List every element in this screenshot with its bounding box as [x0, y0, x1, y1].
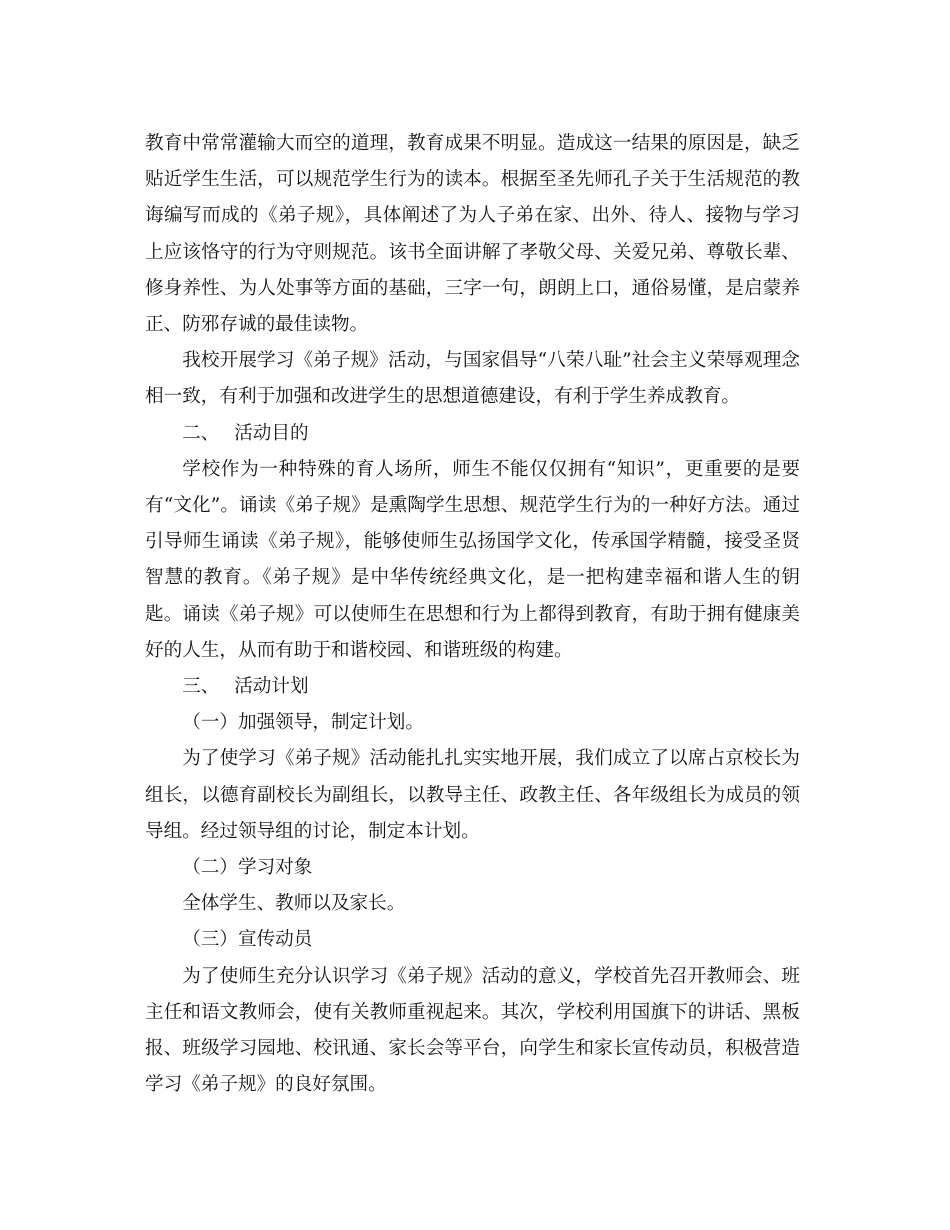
subheading-mobilization: （三）宣传动员: [182, 929, 313, 951]
subheading-audience: （二）学习对象: [182, 857, 313, 879]
paragraph-goals: 学校作为一种特殊的育人场所，师生不能仅仅拥有“知识”，更重要的是要有“文化”。诵读《弟子规》是熏陶学生思想、规范学生行为的一种好方法。通过引导师生诵读《弟子规》，能够使师生弘扬国学文化，传承国学精髓，接受圣贤智慧的教育。《弟子规》是中华传统经典文化，是一把构建幸福和谐人生的钥匙。诵读《弟子规》可以使师生在思想和行为上都得到教育，有助于拥有健康美好的人生，从而有助于和谐校园、和谐班级的构建。: [145, 458, 800, 661]
subheading-leadership: （一）加强领导，制定计划。: [182, 712, 424, 734]
document-body: [145, 126, 800, 1103]
section-number: 三、: [182, 676, 220, 698]
paragraph-audience: 全体学生、教师以及家长。: [182, 893, 406, 915]
section-title: 活动计划: [234, 676, 309, 698]
paragraph-intro-problem: 教育中常常灌输大而空的道理，教育成果不明显。造成这一结果的原因是，缺乏贴近学生生活，可以规范学生行为的读本。根据至圣先师孔子关于生活规范的教诲编写而成的《弟子规》，具体阐述了为人子弟在家、出外、待人、接物与学习上应该恪守的行为守则规范。该书全面讲解了孝敬父母、关爱兄弟、尊敬长辈、修身养性、为人处事等方面的基础，三字一句，朗朗上口，通俗易懂，是启蒙养正、防邪存诚的最佳读物。: [145, 133, 800, 336]
section-title: 活动目的: [234, 422, 309, 444]
section-number: 二、: [182, 422, 220, 444]
paragraph-school-activity: 我校开展学习《弟子规》活动，与国家倡导“八荣八耻”社会主义荣辱观理念相一致，有利于加强和改进学生的思想道德建设，有利于学生养成教育。: [145, 350, 800, 408]
paragraph-mobilization: 为了使师生充分认识学习《弟子规》活动的意义，学校首先召开教师会、班主任和语文教师会，使有关教师重视起来。其次，学校利用国旗下的讲话、黑板报、班级学习园地、校讯通、家长会等平台，向学生和家长宣传动员，积极营造学习《弟子规》的良好氛围。: [145, 965, 800, 1096]
section-heading-goals: [145, 416, 800, 452]
section-heading-plan: [145, 669, 800, 705]
paragraph-leadership: 为了使学习《弟子规》活动能扎扎实实地开展，我们成立了以席占京校长为组长，以德育副校长为副组长，以教导主任、政教主任、各年级组长为成员的领导组。经过领导组的讨论，制定本计划。: [145, 748, 800, 842]
